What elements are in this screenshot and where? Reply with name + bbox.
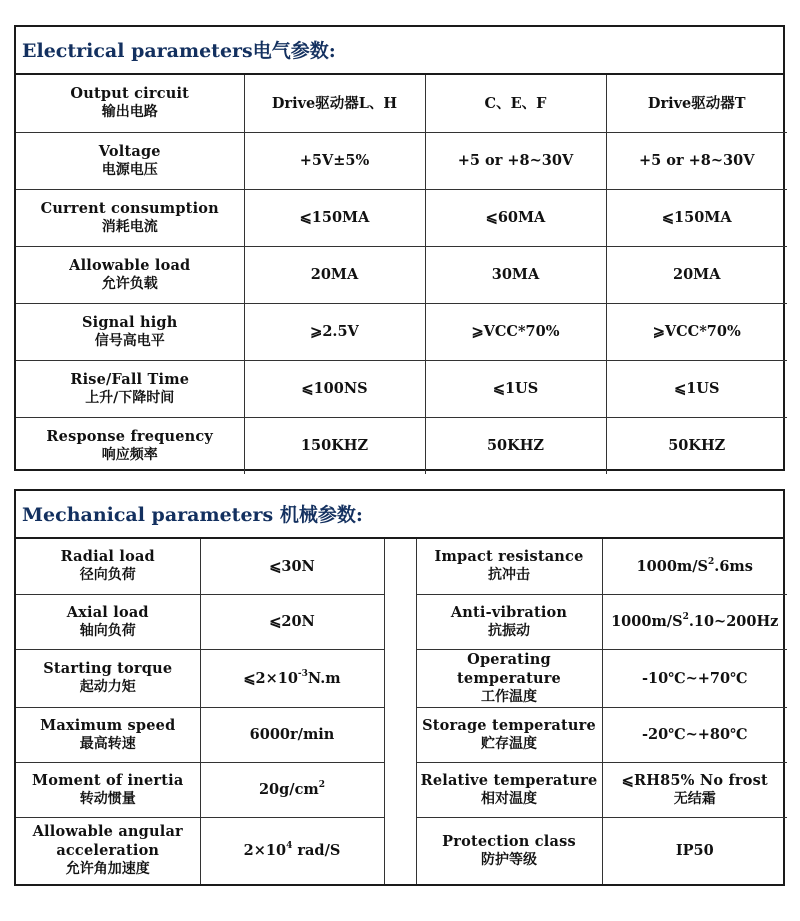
row-label-cell — [16, 189, 244, 246]
mechanical-section-title: Mechanical parameters 机械参数: — [16, 491, 783, 539]
value-cell: 50KHZ — [425, 417, 606, 474]
table-row — [16, 189, 787, 246]
row-label-zh: 电源电压 — [101, 161, 158, 178]
value-cell: ⩽100NS — [244, 360, 425, 417]
value-superscript: 2 — [318, 780, 326, 791]
row-label-en: Storage temperature — [422, 716, 596, 734]
value-cell: +5V±5% — [244, 132, 425, 189]
row-label-en: Protection class — [442, 832, 576, 850]
value-text: 20g/cm — [258, 781, 319, 798]
row-label-en: Response frequency — [46, 427, 214, 445]
row-label-cell — [416, 817, 602, 884]
row-label-zh: 响应频率 — [101, 446, 158, 463]
table-row — [16, 417, 787, 474]
row-label-cell — [16, 360, 244, 417]
row-label-en: Allowable load — [69, 256, 191, 274]
value-text: 1000m/S — [636, 557, 709, 575]
row-label-cell — [416, 539, 602, 594]
row-label-zh: 防护等级 — [481, 851, 537, 868]
row-label-en: Current consumption — [40, 199, 219, 217]
value-superscript: 4 — [286, 841, 293, 852]
table-row — [16, 594, 787, 649]
value-cell: +5 or +8~30V — [606, 132, 787, 189]
value-cell: 20MA — [244, 246, 425, 303]
row-label-zh: 信号高电平 — [94, 332, 165, 349]
row-label-zh: 消耗电流 — [101, 218, 158, 235]
value-cell — [602, 539, 787, 594]
value-unit: .10~200Hz — [688, 613, 779, 630]
row-label-cell — [16, 303, 244, 360]
value-cell: 20MA — [606, 246, 787, 303]
row-label-zh: 轴向负荷 — [79, 622, 136, 639]
electrical-parameters-section — [14, 25, 785, 471]
row-label-en: Axial load — [66, 603, 149, 621]
column-header: C、E、F — [425, 75, 606, 132]
column-gap — [384, 707, 416, 762]
value-text: 1000m/S — [611, 613, 683, 630]
row-label-zh: 贮存温度 — [481, 735, 537, 752]
row-label-en: Maximum speed — [40, 716, 176, 734]
electrical-parameters-table — [16, 75, 787, 474]
value-text: 2×10 — [243, 842, 287, 860]
table-row — [16, 707, 787, 762]
value-cell: ⩽1US — [425, 360, 606, 417]
value-cell — [200, 817, 384, 884]
row-label-cell — [16, 539, 200, 594]
row-label-zh: 上升/下降时间 — [85, 389, 175, 406]
row-label-cell — [16, 246, 244, 303]
value-cell: 30MA — [425, 246, 606, 303]
table-row — [16, 132, 787, 189]
column-gap — [384, 817, 416, 884]
row-label-cell — [16, 132, 244, 189]
value-text: ⩽RH85% No frost — [621, 771, 768, 789]
row-label-zh: 起动力矩 — [79, 679, 136, 695]
row-label-cell — [16, 75, 244, 132]
value-superscript: 2 — [682, 612, 689, 623]
row-label-en: Signal high — [81, 313, 178, 331]
value-cell: 150KHZ — [244, 417, 425, 474]
row-label-zh: 转动惯量 — [79, 790, 136, 807]
row-label-cell — [16, 594, 200, 649]
value-unit: rad/S — [292, 842, 341, 860]
value-cell: ⩽20N — [200, 594, 384, 649]
value-cell: -10℃~+70℃ — [602, 649, 787, 707]
column-gap — [384, 762, 416, 817]
value-cell — [200, 762, 384, 817]
value-cell: ⩽30N — [200, 539, 384, 594]
row-label-zh: 相对温度 — [481, 790, 537, 807]
value-cell: +5 or +8~30V — [425, 132, 606, 189]
row-label-en: Anti-vibration — [450, 603, 568, 621]
row-label-zh: 最高转速 — [79, 735, 136, 752]
table-row — [16, 817, 787, 884]
table-row — [16, 360, 787, 417]
row-label-cell — [16, 817, 200, 884]
row-label-cell — [16, 707, 200, 762]
column-gap — [384, 594, 416, 649]
row-label-cell — [16, 649, 200, 707]
row-label-cell — [416, 594, 602, 649]
row-label-zh: 允许负载 — [101, 275, 158, 292]
row-label-en: Starting torque — [43, 660, 173, 677]
value-superscript: 2 — [708, 556, 715, 567]
row-label-en: Output circuit — [70, 85, 190, 103]
table-row — [16, 303, 787, 360]
mechanical-parameters-table — [16, 539, 787, 884]
value-cell: 50KHZ — [606, 417, 787, 474]
column-header: Drive驱动器T — [606, 75, 787, 132]
value-cell: 6000r/min — [200, 707, 384, 762]
row-label-zh: 输出电路 — [101, 104, 158, 121]
row-label-zh: 工作温度 — [481, 688, 537, 705]
value-cell: ⩾VCC*70% — [425, 303, 606, 360]
electrical-section-title: Electrical parameters电气参数: — [16, 27, 783, 75]
row-label-en: Radial load — [60, 548, 155, 566]
value-cell: -20℃~+80℃ — [602, 707, 787, 762]
value-unit: .6ms — [714, 557, 753, 575]
row-label-zh: 允许角加速度 — [65, 861, 150, 878]
row-label-en: Rise/Fall Time — [70, 370, 190, 388]
row-label-cell — [416, 707, 602, 762]
value-unit: N.m — [307, 669, 341, 687]
row-label-cell — [416, 762, 602, 817]
value-text: ⩽2×10 — [243, 669, 298, 687]
value-cell — [602, 594, 787, 649]
table-row — [16, 762, 787, 817]
mechanical-parameters-section — [14, 489, 785, 886]
table-header-row — [16, 75, 787, 132]
row-label-en: Voltage — [98, 142, 161, 160]
value-cell: ⩽150MA — [244, 189, 425, 246]
column-gap — [384, 649, 416, 707]
row-label-cell — [16, 762, 200, 817]
value-cell: ⩽1US — [606, 360, 787, 417]
column-gap — [384, 539, 416, 594]
value-cell: IP50 — [602, 817, 787, 884]
value-cell: ⩾VCC*70% — [606, 303, 787, 360]
row-label-en: Moment of inertia — [32, 771, 184, 789]
value-cell: ⩽60MA — [425, 189, 606, 246]
value-cell: ⩽150MA — [606, 189, 787, 246]
value-superscript: -3 — [297, 668, 308, 679]
value-cell: ⩾2.5V — [244, 303, 425, 360]
row-label-cell — [416, 649, 602, 707]
row-label-cell — [16, 417, 244, 474]
value-cell — [200, 649, 384, 707]
table-row — [16, 246, 787, 303]
table-row — [16, 649, 787, 707]
row-label-en: Relative temperature — [420, 771, 598, 789]
row-label-zh: 径向负荷 — [79, 567, 136, 584]
table-row — [16, 539, 787, 594]
column-header: Drive驱动器L、H — [244, 75, 425, 132]
row-label-en: Allowable angular acceleration — [32, 823, 183, 860]
row-label-en: Impact resistance — [434, 548, 584, 566]
row-label-en: Operating temperature — [457, 650, 561, 687]
row-label-zh: 抗冲击 — [488, 567, 530, 584]
value-text-zh: 无结霜 — [673, 790, 716, 807]
row-label-zh: 抗振动 — [488, 622, 530, 639]
value-cell — [602, 762, 787, 817]
